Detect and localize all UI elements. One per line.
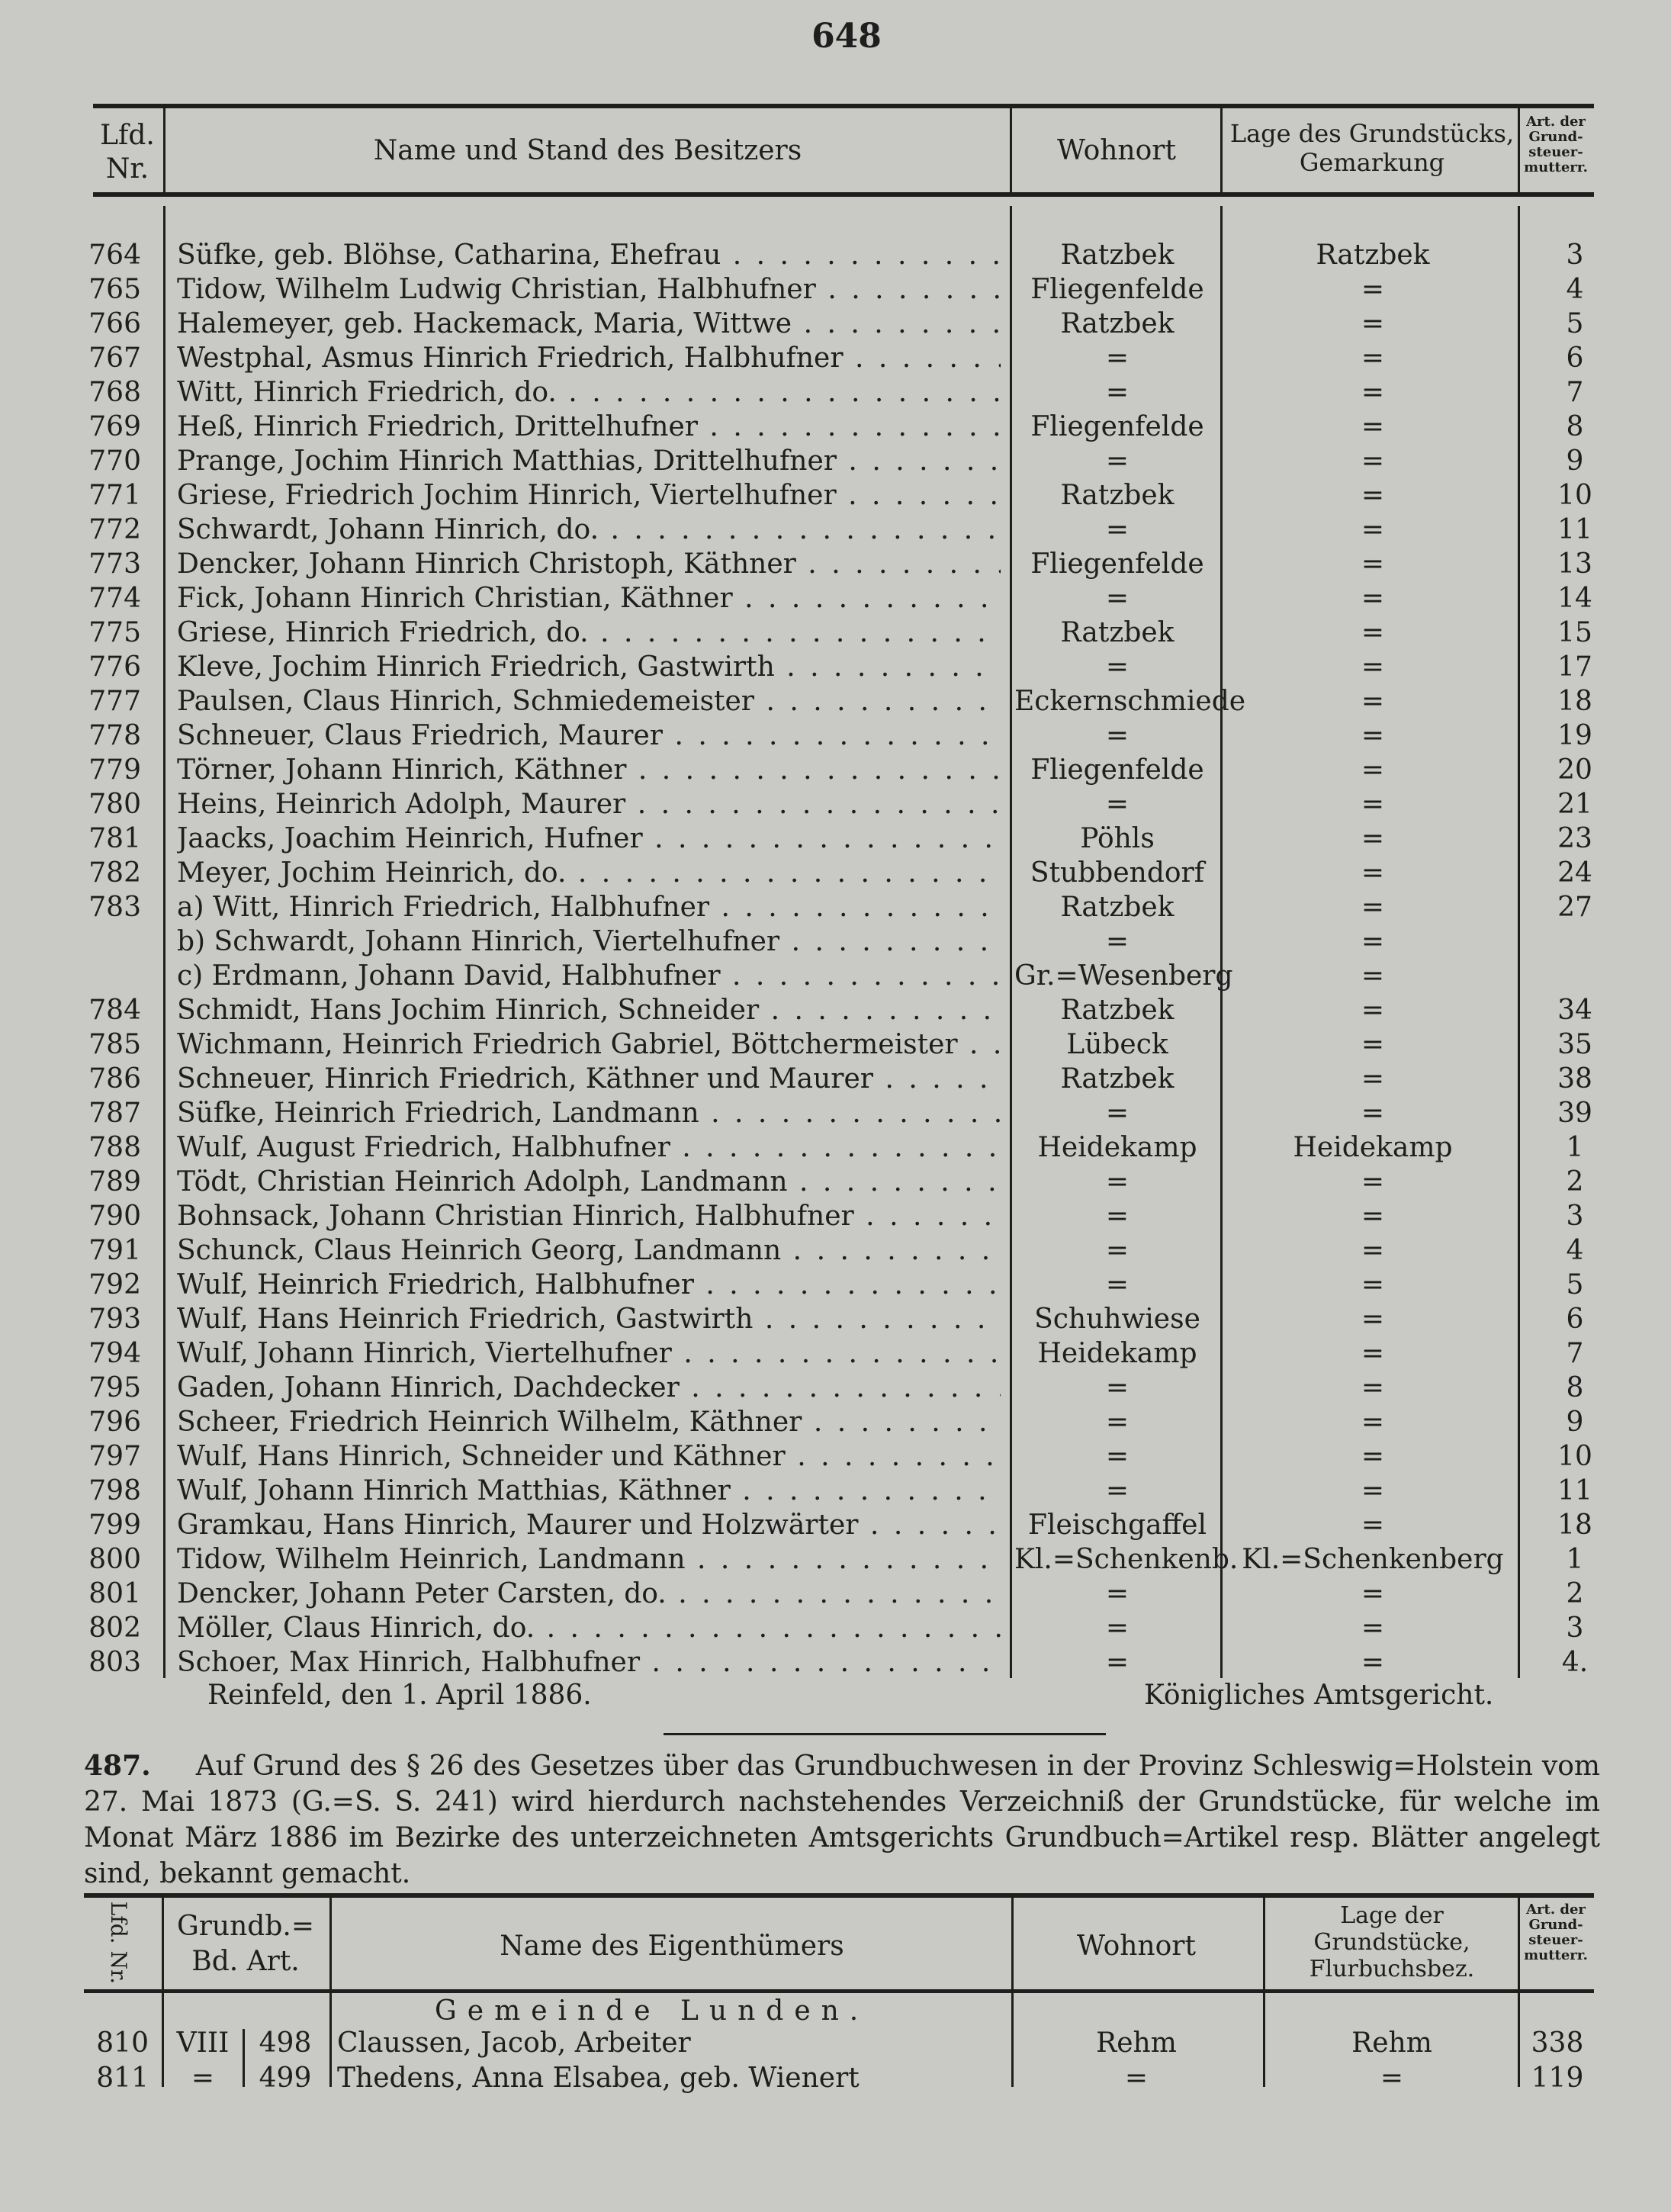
- cell-art: 35: [1557, 1029, 1592, 1060]
- cell-nr: 768: [88, 377, 141, 408]
- cell-name: Wichmann, Heinrich Friedrich Gabriel, Böttchermeister . . .: [177, 1027, 1001, 1062]
- cell-art: 7: [1566, 377, 1584, 408]
- cell-nr: 803: [88, 1647, 141, 1678]
- cell-name: Wulf, August Friedrich, Halbhufner . . .: [177, 1130, 1001, 1165]
- cell-nr: 790: [88, 1201, 141, 1232]
- cell-art: 9: [1566, 1407, 1584, 1438]
- cell-art: 18: [1557, 686, 1592, 717]
- cell-wohnort: =: [1105, 1269, 1130, 1301]
- cell-name: Wulf, Johann Hinrich, Viertelhufner . . .: [177, 1336, 1001, 1371]
- cell-name: Kleve, Jochim Hinrich Friedrich, Gastwirth . . .: [177, 650, 1001, 684]
- cell-wohnort: =: [1105, 789, 1130, 820]
- table1-header-wohnort: Wohnort: [1057, 135, 1176, 166]
- table-row: [0, 753, 1671, 787]
- table1-header-name: Name und Stand des Besitzers: [373, 135, 802, 166]
- table1-header-bottom-rule: [93, 192, 1594, 197]
- cell-name: Heins, Heinrich Adolph, Maurer . . .: [177, 787, 1001, 821]
- table2-divider: [329, 1898, 332, 2087]
- cell-nr: 774: [88, 583, 141, 614]
- table2-divider: [243, 2029, 245, 2087]
- cell-art: 11: [1557, 1475, 1592, 1506]
- section-divider: [664, 1733, 1106, 1735]
- cell-lage: =: [1361, 1269, 1385, 1301]
- cell-lage: =: [1361, 1029, 1385, 1060]
- cell-wohnort: Heidekamp: [1037, 1338, 1197, 1369]
- table2-cell-art: 499: [259, 2062, 312, 2094]
- cell-name: Törner, Johann Hinrich, Käthner . . .: [177, 753, 1001, 787]
- table-row: [0, 959, 1671, 993]
- table-row: [0, 719, 1671, 753]
- table2-divider: [1011, 1898, 1014, 2087]
- cell-name: Dencker, Johann Hinrich Christoph, Käthner . . .: [177, 547, 1001, 581]
- cell-lage: =: [1361, 377, 1385, 408]
- table1-divider: [163, 108, 165, 192]
- cell-art: 2: [1566, 1578, 1584, 1609]
- cell-nr: 779: [88, 754, 141, 786]
- cell-art: 10: [1557, 480, 1592, 511]
- cell-nr: 784: [88, 995, 141, 1026]
- cell-lage: =: [1361, 754, 1385, 786]
- table-row: [0, 1199, 1671, 1233]
- cell-nr: 785: [88, 1029, 141, 1060]
- cell-nr: 789: [88, 1166, 141, 1198]
- cell-name: Schneuer, Hinrich Friedrich, Käthner und Maurer . . .: [177, 1062, 1001, 1096]
- table-row: [0, 1062, 1671, 1096]
- cell-nr: 791: [88, 1235, 141, 1266]
- cell-art: 7: [1566, 1338, 1584, 1369]
- cell-art: 27: [1557, 892, 1592, 923]
- cell-nr: 777: [88, 686, 141, 717]
- cell-wohnort: Ratzbek: [1060, 1063, 1175, 1095]
- cell-wohnort: Gr.=Wesenberg: [1014, 960, 1233, 992]
- cell-lage: =: [1361, 411, 1385, 442]
- cell-lage: =: [1361, 892, 1385, 923]
- table2-divider: [1518, 1898, 1520, 2087]
- cell-name: Schunck, Claus Heinrich Georg, Landmann . . .: [177, 1233, 1001, 1268]
- cell-wohnort: =: [1105, 1166, 1130, 1198]
- cell-name: Heß, Hinrich Friedrich, Drittelhufner . . .: [177, 410, 1001, 444]
- cell-nr: 764: [88, 240, 141, 271]
- cell-wohnort: =: [1105, 1475, 1130, 1506]
- cell-wohnort: Fliegenfelde: [1030, 411, 1204, 442]
- cell-name: Halemeyer, geb. Hackemack, Maria, Wittwe . . .: [177, 307, 1001, 341]
- table2-header-grundbuch: Grundb.=: [176, 1911, 315, 1942]
- table2-header-bottom-rule: [84, 1989, 1594, 1993]
- cell-lage: =: [1361, 342, 1385, 374]
- table2-cell-bd: VIII: [176, 2027, 230, 2059]
- cell-art: 14: [1557, 583, 1592, 614]
- cell-lage: Kl.=Schenkenberg: [1242, 1544, 1504, 1575]
- cell-nr: 780: [88, 789, 141, 820]
- cell-wohnort: =: [1105, 1578, 1130, 1609]
- cell-art: 5: [1566, 308, 1584, 339]
- cell-wohnort: Heidekamp: [1037, 1132, 1197, 1163]
- cell-lage: Heidekamp: [1293, 1132, 1453, 1163]
- table-row: [0, 924, 1671, 959]
- table2-cell-name: Claussen, Jacob, Arbeiter: [337, 2027, 691, 2059]
- cell-wohnort: =: [1105, 377, 1130, 408]
- cell-wohnort: Ratzbek: [1060, 617, 1175, 648]
- cell-art: 4: [1566, 274, 1584, 305]
- table1-header-nr: Lfd. Nr.: [100, 120, 155, 185]
- table-row: [0, 890, 1671, 924]
- notice-paragraph: [84, 1748, 1600, 1892]
- cell-lage: =: [1361, 1372, 1385, 1403]
- cell-name: Witt, Hinrich Friedrich, do. . . .: [177, 375, 1001, 410]
- cell-art: 1: [1566, 1544, 1584, 1575]
- cell-lage: =: [1361, 995, 1385, 1026]
- cell-lage: =: [1361, 926, 1385, 957]
- cell-name: c) Erdmann, Johann David, Halbhufner . . .: [177, 959, 1001, 993]
- cell-wohnort: Pöhls: [1080, 823, 1155, 854]
- cell-wohnort: Kl.=Schenkenb.: [1014, 1544, 1239, 1575]
- cell-lage: =: [1361, 686, 1385, 717]
- table2-cell-gs: 119: [1531, 2062, 1584, 2094]
- table-row: [0, 1577, 1671, 1611]
- table2-cell-wohnort: =: [1124, 2062, 1149, 2094]
- table-row: [0, 341, 1671, 375]
- cell-art: 18: [1557, 1509, 1592, 1541]
- table2-header-wohnort: Wohnort: [1077, 1931, 1196, 1962]
- cell-lage: =: [1361, 651, 1385, 683]
- cell-name: Tödt, Christian Heinrich Adolph, Landmann . . .: [177, 1165, 1001, 1199]
- cell-lage: =: [1361, 548, 1385, 580]
- table2-header-lage: Lage der Grundstücke, Flurbuchsbez.: [1309, 1902, 1475, 1982]
- cell-nr: 782: [88, 857, 141, 889]
- table-row: [0, 787, 1671, 821]
- cell-art: 11: [1557, 514, 1592, 545]
- cell-art: 9: [1566, 445, 1584, 477]
- table2-cell-nr: 811: [96, 2062, 149, 2094]
- cell-name: Griese, Friedrich Jochim Hinrich, Viertelhufner . . .: [177, 478, 1001, 513]
- table-row: [0, 1611, 1671, 1645]
- table1-top-rule: [93, 104, 1594, 108]
- cell-name: Fick, Johann Hinrich Christian, Käthner . . .: [177, 581, 1001, 616]
- cell-wohnort: Fliegenfelde: [1030, 274, 1204, 305]
- cell-nr: 778: [88, 720, 141, 751]
- cell-wohnort: Fliegenfelde: [1030, 754, 1204, 786]
- table2-top-rule: [84, 1893, 1594, 1898]
- cell-lage: =: [1361, 1612, 1385, 1644]
- cell-lage: =: [1361, 1166, 1385, 1198]
- cell-lage: =: [1361, 1578, 1385, 1609]
- table2-cell-lage: =: [1380, 2062, 1404, 2094]
- table1-header-art: Art. der Grund- steuer- mutterr.: [1524, 114, 1588, 175]
- cell-nr: 786: [88, 1063, 141, 1095]
- cell-art: 8: [1566, 411, 1584, 442]
- table2-cell-nr: 810: [96, 2027, 149, 2059]
- cell-lage: =: [1361, 480, 1385, 511]
- page-number: 648: [811, 17, 882, 56]
- cell-nr: 793: [88, 1304, 141, 1335]
- cell-art: 34: [1557, 995, 1592, 1026]
- cell-nr: 783: [88, 892, 141, 923]
- cell-wohnort: =: [1105, 514, 1130, 545]
- cell-art: 6: [1566, 1304, 1584, 1335]
- table1-divider: [1518, 108, 1520, 192]
- cell-art: 21: [1557, 789, 1592, 820]
- table2-header-art: Art. der Grund- steuer- mutterr.: [1524, 1902, 1588, 1963]
- table-row: [0, 581, 1671, 616]
- cell-lage: =: [1361, 1063, 1385, 1095]
- cell-name: Scheer, Friedrich Heinrich Wilhelm, Käthner . . .: [177, 1405, 1001, 1439]
- cell-nr: 781: [88, 823, 141, 854]
- table-row: [0, 307, 1671, 341]
- table-row: [0, 1165, 1671, 1199]
- cell-name: Süfke, Heinrich Friedrich, Landmann . . .: [177, 1096, 1001, 1130]
- cell-name: Gaden, Johann Hinrich, Dachdecker . . .: [177, 1371, 1001, 1405]
- cell-art: 17: [1557, 651, 1592, 683]
- cell-art: 4: [1566, 1235, 1584, 1266]
- cell-nr: 776: [88, 651, 141, 683]
- cell-nr: 767: [88, 342, 141, 374]
- cell-wohnort: =: [1105, 1201, 1130, 1232]
- cell-nr: 772: [88, 514, 141, 545]
- table-row: [0, 410, 1671, 444]
- table-row: [0, 1439, 1671, 1474]
- table-row: [0, 272, 1671, 307]
- cell-art: 6: [1566, 342, 1584, 374]
- cell-wohnort: =: [1105, 1407, 1130, 1438]
- table-row: [0, 1268, 1671, 1302]
- table-row: [0, 684, 1671, 719]
- cell-name: Westphal, Asmus Hinrich Friedrich, Halbhufner . . .: [177, 341, 1001, 375]
- cell-nr: 775: [88, 617, 141, 648]
- cell-wohnort: =: [1105, 1441, 1130, 1472]
- cell-nr: 766: [88, 308, 141, 339]
- cell-wohnort: =: [1105, 1235, 1130, 1266]
- cell-wohnort: Lübeck: [1066, 1029, 1168, 1060]
- cell-art: 4.: [1561, 1647, 1589, 1678]
- cell-nr: 771: [88, 480, 141, 511]
- cell-lage: =: [1361, 857, 1385, 889]
- table-row: [0, 1542, 1671, 1577]
- footer-place-date: Reinfeld, den 1. April 1886.: [207, 1680, 592, 1711]
- cell-nr: 797: [88, 1441, 141, 1472]
- cell-wohnort: =: [1105, 1098, 1130, 1129]
- cell-lage: =: [1361, 1407, 1385, 1438]
- cell-name: Wulf, Hans Heinrich Friedrich, Gastwirth . . .: [177, 1302, 1001, 1336]
- cell-lage: =: [1361, 308, 1385, 339]
- cell-name: Schwardt, Johann Hinrich, do. . . .: [177, 513, 1001, 547]
- cell-nr: 765: [88, 274, 141, 305]
- table1-header-lage: Lage des Grundstücks, Gemarkung: [1229, 119, 1515, 177]
- cell-wohnort: Ratzbek: [1060, 480, 1175, 511]
- cell-lage: =: [1361, 514, 1385, 545]
- cell-lage: =: [1361, 1647, 1385, 1678]
- cell-wohnort: Fleischgaffel: [1027, 1509, 1207, 1541]
- table-row: [0, 1405, 1671, 1439]
- table-row: [0, 1371, 1671, 1405]
- cell-wohnort: =: [1105, 1647, 1130, 1678]
- cell-wohnort: =: [1105, 1372, 1130, 1403]
- table1-divider: [1220, 108, 1223, 192]
- table-row: [0, 1027, 1671, 1062]
- cell-nr: 795: [88, 1372, 141, 1403]
- table2-cell-lage: Rehm: [1351, 2027, 1432, 2059]
- cell-name: Meyer, Jochim Heinrich, do. . . .: [177, 856, 1001, 890]
- table1-divider: [1010, 108, 1012, 192]
- table2-divider: [162, 1898, 164, 2087]
- cell-lage: =: [1361, 617, 1385, 648]
- table-row: [0, 650, 1671, 684]
- table-row: [0, 1336, 1671, 1371]
- cell-wohnort: =: [1105, 651, 1130, 683]
- cell-wohnort: Ratzbek: [1060, 892, 1175, 923]
- table-row: [0, 856, 1671, 890]
- cell-art: 8: [1566, 1372, 1584, 1403]
- cell-art: 10: [1557, 1441, 1592, 1472]
- cell-wohnort: Stubbendorf: [1030, 857, 1205, 889]
- cell-art: 23: [1557, 823, 1592, 854]
- cell-name: Schoer, Max Hinrich, Halbhufner . . .: [177, 1645, 1001, 1680]
- cell-art: 13: [1557, 548, 1592, 580]
- cell-art: 3: [1566, 1612, 1584, 1644]
- cell-name: Gramkau, Hans Hinrich, Maurer und Holzwärter . . .: [177, 1508, 1001, 1542]
- cell-art: 38: [1557, 1063, 1592, 1095]
- table-row: [0, 1233, 1671, 1268]
- notice-text: Auf Grund des § 26 des Gesetzes über das Grundbuchwesen in der Provinz Schleswig=Holstein vom 27. Mai 1873 (G.=S. S. 241) wird hierdurch nachstehendes Verzeichniß der Grundstücke, für welche im Monat März 1886 im Bezirke des unterzeichneten Amtsgerichts Grundbuch=Artikel resp. Blätter angelegt sind, bekannt gemacht.: [84, 1751, 1600, 1889]
- cell-lage: =: [1361, 274, 1385, 305]
- cell-lage: =: [1361, 1509, 1385, 1541]
- cell-name: Schmidt, Hans Jochim Hinrich, Schneider . . .: [177, 993, 1001, 1027]
- cell-art: 19: [1557, 720, 1592, 751]
- table2-header-nr: Lfd. Nr.: [106, 1901, 131, 1985]
- cell-lage: Ratzbek: [1316, 240, 1430, 271]
- cell-wohnort: Schuhwiese: [1034, 1304, 1200, 1335]
- table-row: [0, 375, 1671, 410]
- cell-name: Tidow, Wilhelm Ludwig Christian, Halbhufner . . .: [177, 272, 1001, 307]
- cell-wohnort: =: [1105, 926, 1130, 957]
- cell-wohnort: =: [1105, 1612, 1130, 1644]
- cell-name: Bohnsack, Johann Christian Hinrich, Halbhufner . . .: [177, 1199, 1001, 1233]
- table-row: [0, 1474, 1671, 1508]
- table2-divider: [1263, 1898, 1265, 2087]
- cell-nr: 802: [88, 1612, 141, 1644]
- cell-art: 2: [1566, 1166, 1584, 1198]
- cell-wohnort: Eckernschmiede: [1014, 686, 1246, 717]
- cell-lage: =: [1361, 583, 1385, 614]
- cell-nr: 798: [88, 1475, 141, 1506]
- table2-cell-art: 498: [259, 2027, 312, 2059]
- table-row: [0, 1130, 1671, 1165]
- cell-wohnort: Ratzbek: [1060, 240, 1175, 271]
- footer-authority: Königliches Amtsgericht.: [1144, 1680, 1494, 1711]
- cell-name: Tidow, Wilhelm Heinrich, Landmann . . .: [177, 1542, 1001, 1577]
- table-row: [0, 1096, 1671, 1130]
- cell-art: 3: [1566, 1201, 1584, 1232]
- table2-header-name: Name des Eigenthümers: [500, 1931, 844, 1962]
- cell-nr: 800: [88, 1544, 141, 1575]
- cell-nr: 799: [88, 1509, 141, 1541]
- cell-nr: 788: [88, 1132, 141, 1163]
- cell-wohnort: Ratzbek: [1060, 308, 1175, 339]
- cell-art: 39: [1557, 1098, 1592, 1129]
- cell-art: 15: [1557, 617, 1592, 648]
- cell-lage: =: [1361, 789, 1385, 820]
- cell-wohnort: Fliegenfelde: [1030, 548, 1204, 580]
- cell-lage: =: [1361, 1475, 1385, 1506]
- table-row: [0, 547, 1671, 581]
- notice-number: 487.: [84, 1750, 151, 1782]
- table-row: [0, 238, 1671, 272]
- cell-wohnort: Ratzbek: [1060, 995, 1175, 1026]
- cell-art: 3: [1566, 240, 1584, 271]
- cell-nr: 770: [88, 445, 141, 477]
- cell-art: 20: [1557, 754, 1592, 786]
- cell-art: 5: [1566, 1269, 1584, 1301]
- cell-wohnort: =: [1105, 583, 1130, 614]
- cell-name: Wulf, Heinrich Friedrich, Halbhufner . . .: [177, 1268, 1001, 1302]
- cell-lage: =: [1361, 960, 1385, 992]
- cell-name: Wulf, Johann Hinrich Matthias, Käthner . . .: [177, 1474, 1001, 1508]
- table-row: [0, 1508, 1671, 1542]
- cell-nr: 792: [88, 1269, 141, 1301]
- table-row: [0, 616, 1671, 650]
- table2-section-heading: Gemeinde Lunden.: [435, 1995, 869, 2027]
- cell-lage: =: [1361, 1304, 1385, 1335]
- cell-wohnort: =: [1105, 720, 1130, 751]
- cell-nr: 801: [88, 1578, 141, 1609]
- table2-cell-wohnort: Rehm: [1096, 2027, 1177, 2059]
- cell-lage: =: [1361, 1201, 1385, 1232]
- table-row: [0, 513, 1671, 547]
- table-row: [0, 993, 1671, 1027]
- cell-nr: 787: [88, 1098, 141, 1129]
- cell-name: Prange, Jochim Hinrich Matthias, Drittelhufner . . .: [177, 444, 1001, 478]
- cell-name: a) Witt, Hinrich Friedrich, Halbhufner . . .: [177, 890, 1001, 924]
- table-row: [0, 478, 1671, 513]
- cell-nr: 796: [88, 1407, 141, 1438]
- table2-cell-name: Thedens, Anna Elsabea, geb. Wienert: [337, 2062, 860, 2094]
- cell-name: Süfke, geb. Blöhse, Catharina, Ehefrau . . .: [177, 238, 1001, 272]
- table-row: [0, 1302, 1671, 1336]
- cell-art: 24: [1557, 857, 1592, 889]
- cell-lage: =: [1361, 1098, 1385, 1129]
- cell-name: Griese, Hinrich Friedrich, do. . . .: [177, 616, 1001, 650]
- cell-lage: =: [1361, 445, 1385, 477]
- cell-name: b) Schwardt, Johann Hinrich, Viertelhufner . . .: [177, 924, 1001, 959]
- cell-wohnort: =: [1105, 445, 1130, 477]
- cell-art: 1: [1566, 1132, 1584, 1163]
- cell-lage: =: [1361, 1338, 1385, 1369]
- cell-lage: =: [1361, 823, 1385, 854]
- cell-nr: 769: [88, 411, 141, 442]
- table2-header-bd-art: Bd. Art.: [191, 1946, 300, 1977]
- table2-cell-gs: 338: [1531, 2027, 1584, 2059]
- cell-lage: =: [1361, 1235, 1385, 1266]
- cell-name: Schneuer, Claus Friedrich, Maurer . . .: [177, 719, 1001, 753]
- cell-name: Wulf, Hans Hinrich, Schneider und Käthner . . .: [177, 1439, 1001, 1474]
- cell-name: Dencker, Johann Peter Carsten, do. . . .: [177, 1577, 1001, 1611]
- table2-cell-bd: =: [191, 2062, 215, 2094]
- cell-nr: 794: [88, 1338, 141, 1369]
- cell-name: Paulsen, Claus Hinrich, Schmiedemeister . . .: [177, 684, 1001, 719]
- cell-wohnort: =: [1105, 342, 1130, 374]
- cell-name: Jaacks, Joachim Heinrich, Hufner . . .: [177, 821, 1001, 856]
- cell-lage: =: [1361, 720, 1385, 751]
- table-row: [0, 1645, 1671, 1680]
- table-row: [0, 821, 1671, 856]
- cell-nr: 773: [88, 548, 141, 580]
- cell-name: Möller, Claus Hinrich, do. . . .: [177, 1611, 1001, 1645]
- cell-lage: =: [1361, 1441, 1385, 1472]
- table-row: [0, 444, 1671, 478]
